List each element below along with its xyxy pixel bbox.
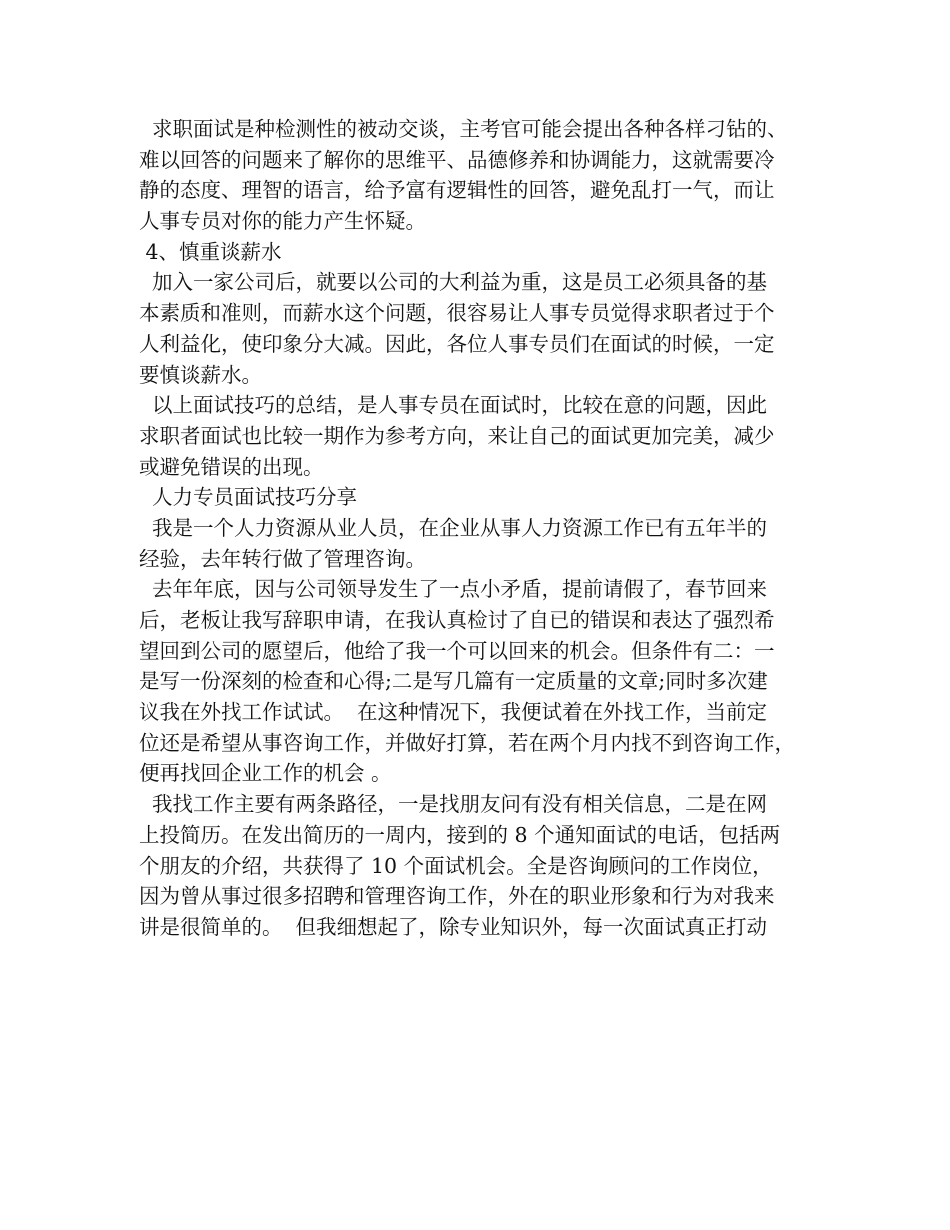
text-line: 因为曾从事过很多招聘和管理咨询工作，外在的职业形象和行为对我来 xyxy=(139,884,775,909)
text-line: 是写一份深刻的检查和心得;二是写几篇有一定质量的文章;同时多次建 xyxy=(139,669,768,694)
text-line: 以上面试技巧的总结，是人事专员在面试时，比较在意的问题，因此 xyxy=(139,393,768,418)
text-line: 求职者面试也比较一期作为参考方向，来让自己的面试更加完美，减少 xyxy=(139,423,775,448)
text-line: 讲是很简单的。 但我细想起了，除专业知识外，每一次面试真正打动 xyxy=(139,914,768,939)
text-line: 人利益化，使印象分大减。因此，各位人事专员们在面试的时候，一定 xyxy=(139,331,775,356)
document-body xyxy=(139,114,829,943)
text-line: 我找工作主要有两条路径，一是找朋友问有没有相关信息，二是在网 xyxy=(139,792,768,817)
text-line: 个朋友的介绍，共获得了 10 个面试机会。全是咨询顾问的工作岗位， xyxy=(139,853,773,878)
text-line: 议我在外找工作试试。 在这种情况下，我便试着在外找工作，当前定 xyxy=(139,700,768,725)
text-line: 便再找回企业工作的机会 。 xyxy=(139,761,392,786)
text-line: 求职面试是种检测性的被动交谈，主考官可能会提出各种各样刁钻的、 xyxy=(139,117,788,141)
text-line: 望回到公司的愿望后，他给了我一个可以回来的机会。但条件有二：一 xyxy=(139,638,775,663)
text-line: 经验，去年转行做了管理咨询。 xyxy=(139,546,426,571)
text-line: 去年年底，因与公司领导发生了一点小矛盾，提前请假了，春节回来 xyxy=(139,577,768,602)
text-line: 要慎谈薪水。 xyxy=(139,362,262,387)
text-line: 或避免错误的出现。 xyxy=(139,454,324,479)
text-line: 位还是希望从事咨询工作，并做好打算，若在两个月内找不到咨询工作， xyxy=(139,730,795,755)
text-line: 本素质和准则，而薪水这个问题，很容易让人事专员觉得求职者过于个 xyxy=(139,301,775,326)
text-line: 难以回答的问题来了解你的思维平、品德修养和协调能力，这就需要冷 xyxy=(139,147,775,172)
text-line: 我是一个人力资源从业人员，在企业从事人力资源工作已有五年半的 xyxy=(139,515,768,540)
text-line: 后，老板让我写辞职申请，在我认真检讨了自已的错误和表达了强烈希 xyxy=(139,608,775,632)
section-heading: 人力专员面试技巧分享 xyxy=(139,485,358,510)
text-line: 加入一家公司后，就要以公司的大利益为重，这是员工必须具备的基 xyxy=(139,270,768,295)
text-line: 静的态度、理智的语言，给予富有逻辑性的回答，避免乱打一气，而让 xyxy=(139,178,775,203)
section-heading: 4、慎重谈薪水 xyxy=(139,239,282,264)
text-line: 上投简历。在发出简历的一周内，接到的 8 个通知面试的电话，包括两 xyxy=(139,822,781,847)
text-line: 人事专员对你的能力产生怀疑。 xyxy=(139,209,426,234)
